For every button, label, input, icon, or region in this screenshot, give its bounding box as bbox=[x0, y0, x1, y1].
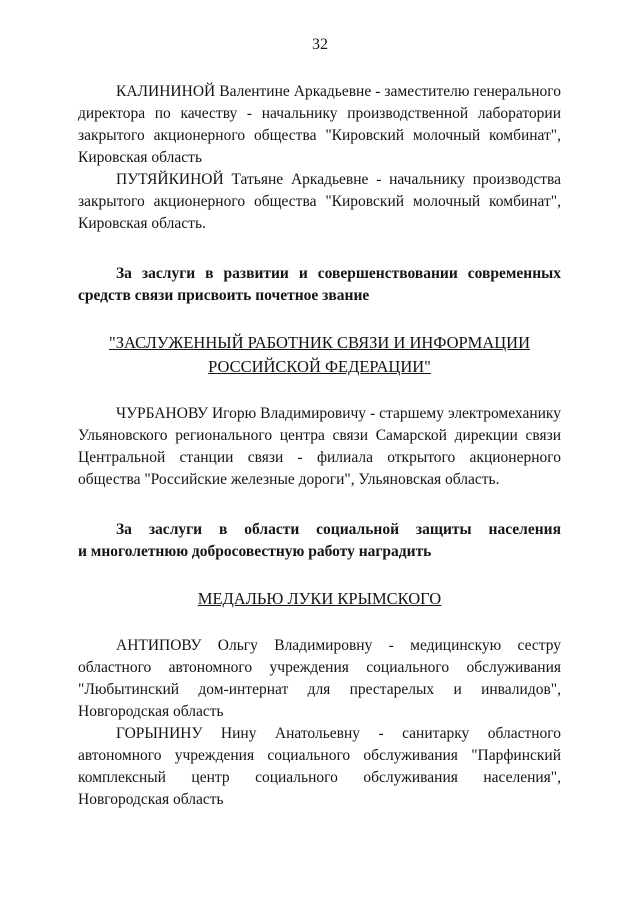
honorary-title-line: "ЗАСЛУЖЕННЫЙ РАБОТНИК СВЯЗИ И ИНФОРМАЦИИ bbox=[108, 333, 531, 352]
section-heading-line: и многолетнюю добросовестную работу наградить bbox=[78, 543, 432, 560]
award-recipient-paragraph: ПУТЯЙКИНОЙ Татьяне Аркадьевне - начальнику производства закрытого акционерного общества "Кировский молочный комбинат", Кировская область. bbox=[78, 171, 561, 232]
honorary-title-line: РОССИЙСКОЙ ФЕДЕРАЦИИ" bbox=[208, 357, 431, 376]
award-recipient-paragraph: АНТИПОВУ Ольгу Владимировну - медицинскую сестру областного автономного учреждения социального обслуживания "Любытинский дом-интернат для престарелых и инвалидов", Новгородская область bbox=[78, 637, 561, 720]
page-number: 32 bbox=[312, 36, 328, 53]
section-heading: За заслуги в развитии и совершенствовании современных средств связи присвоить почетное звание bbox=[78, 265, 561, 304]
document-body bbox=[78, 81, 561, 811]
award-recipient-paragraph: ГОРЫНИНУ Нину Анатольевну - санитарку областного автономного учреждения социального обслуживания "Парфинский комплексный центр социального обслуживания населения", Новгородская область bbox=[78, 725, 561, 808]
medal-title: МЕДАЛЬЮ ЛУКИ КРЫМСКОГО bbox=[197, 589, 442, 608]
award-recipient-paragraph: КАЛИНИНОЙ Валентине Аркадьевне - заместителю генерального директора по качеству - начальнику производственной лаборатории закрытого акционерного общества "Кировский молочный комбинат", Кировская область bbox=[78, 83, 561, 166]
section-heading-line: За заслуги в области социальной защиты населения bbox=[116, 521, 561, 538]
award-recipient-paragraph: ЧУРБАНОВУ Игорю Владимировичу - старшему электромеханику Ульяновского регионального центра связи Самарской дирекции связи Центральной станции связи - филиала открытого акционерного общества "Российские железные дороги", Ульяновская область. bbox=[78, 405, 561, 488]
